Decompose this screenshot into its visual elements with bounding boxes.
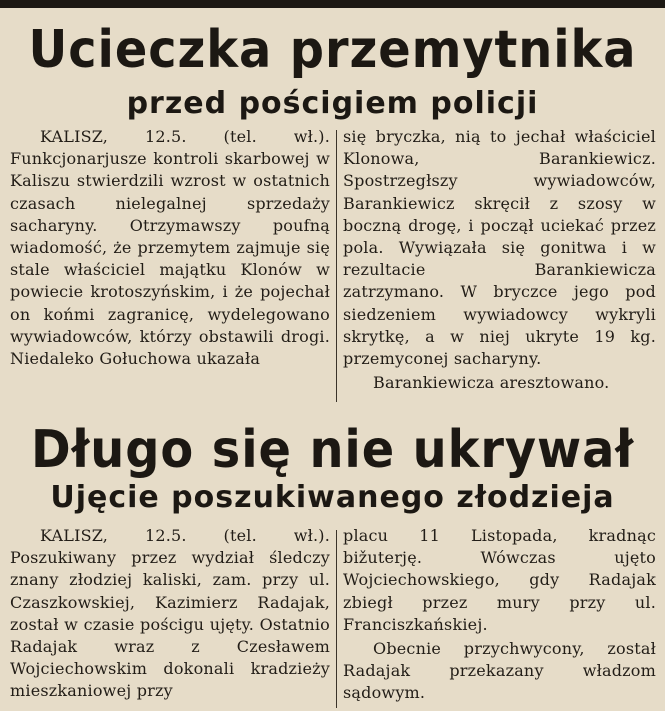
article1-subheadline: przed pościgiem policji [126,86,539,121]
article1-col1-paragraph: KALISZ, 12.5. (tel. wł.). Funkcjonarjusze kontroli skarbowej w Kaliszu stwierdzili wzrost w ostatnich czasach nielegalnej sprzedaży sacharyny. Otrzymawszy poufną wiadomość, że przemytem zajmuje się stale właściciel majątku Klonów w powiecie krotoszyńskim, i że pojechał on końmi zagranicę, wydelegowano wywiadowców, którzy obstawili drogi. Niedaleko Gołuchowa ukazała [10,127,330,369]
article2-column-1 [10,525,330,703]
article1-column-1 [10,126,330,370]
article1-column-2 [343,126,656,394]
article1-headline: Ucieczka przemytnika [28,20,637,80]
article1-col2-paragraph: Barankiewicza aresztowano. [373,373,610,393]
article2-column-divider [336,530,337,708]
article1-column-divider [336,130,337,402]
article1-col2-paragraph: się bryczka, nią to jechał właściciel Klonowa, Barankiewicz. Spostrzegłszy wywiadowców, Barankiewicz skręcił z szosy w boczną drogę, i począł uciekać przez pola. Wywiązała się gonitwa i w rezultacie Barankiewicza zatrzymano. W bryczce jego pod siedzeniem wywiadowcy wykryli skrytkę, a w niej ukryte 19 kg. przemyconej sacharyny. [343,127,656,369]
article2-column-2 [343,525,656,705]
top-rule [0,0,665,8]
article2-col1-paragraph: KALISZ, 12.5. (tel. wł.). Poszukiwany przez wydział śledczy znany złodziej kaliski, zam. przy ul. Czaszkowskiej, Kazimierz Radajak, został w czasie pościgu ujęty. Ostatnio Radajak wraz z Czesławem Wojciechowskim dokonali kradzieży mieszkaniowej przy [10,526,330,701]
article2-headline: Długo się nie ukrywał [30,420,635,480]
article2-col2-paragraph: placu 11 Listopada, kradnąc bižuterję. Wówczas ujęto Wojciechowskiego, gdy Radajak zbiegł przez mury przy ul. Franciszkańskiej. [343,526,656,634]
article2-subheadline: Ujęcie poszukiwanego złodzieja [50,480,615,515]
article2-col2-paragraph: Obecnie przychwycony, został Radajak przekazany władzom sądowym. [343,639,656,703]
